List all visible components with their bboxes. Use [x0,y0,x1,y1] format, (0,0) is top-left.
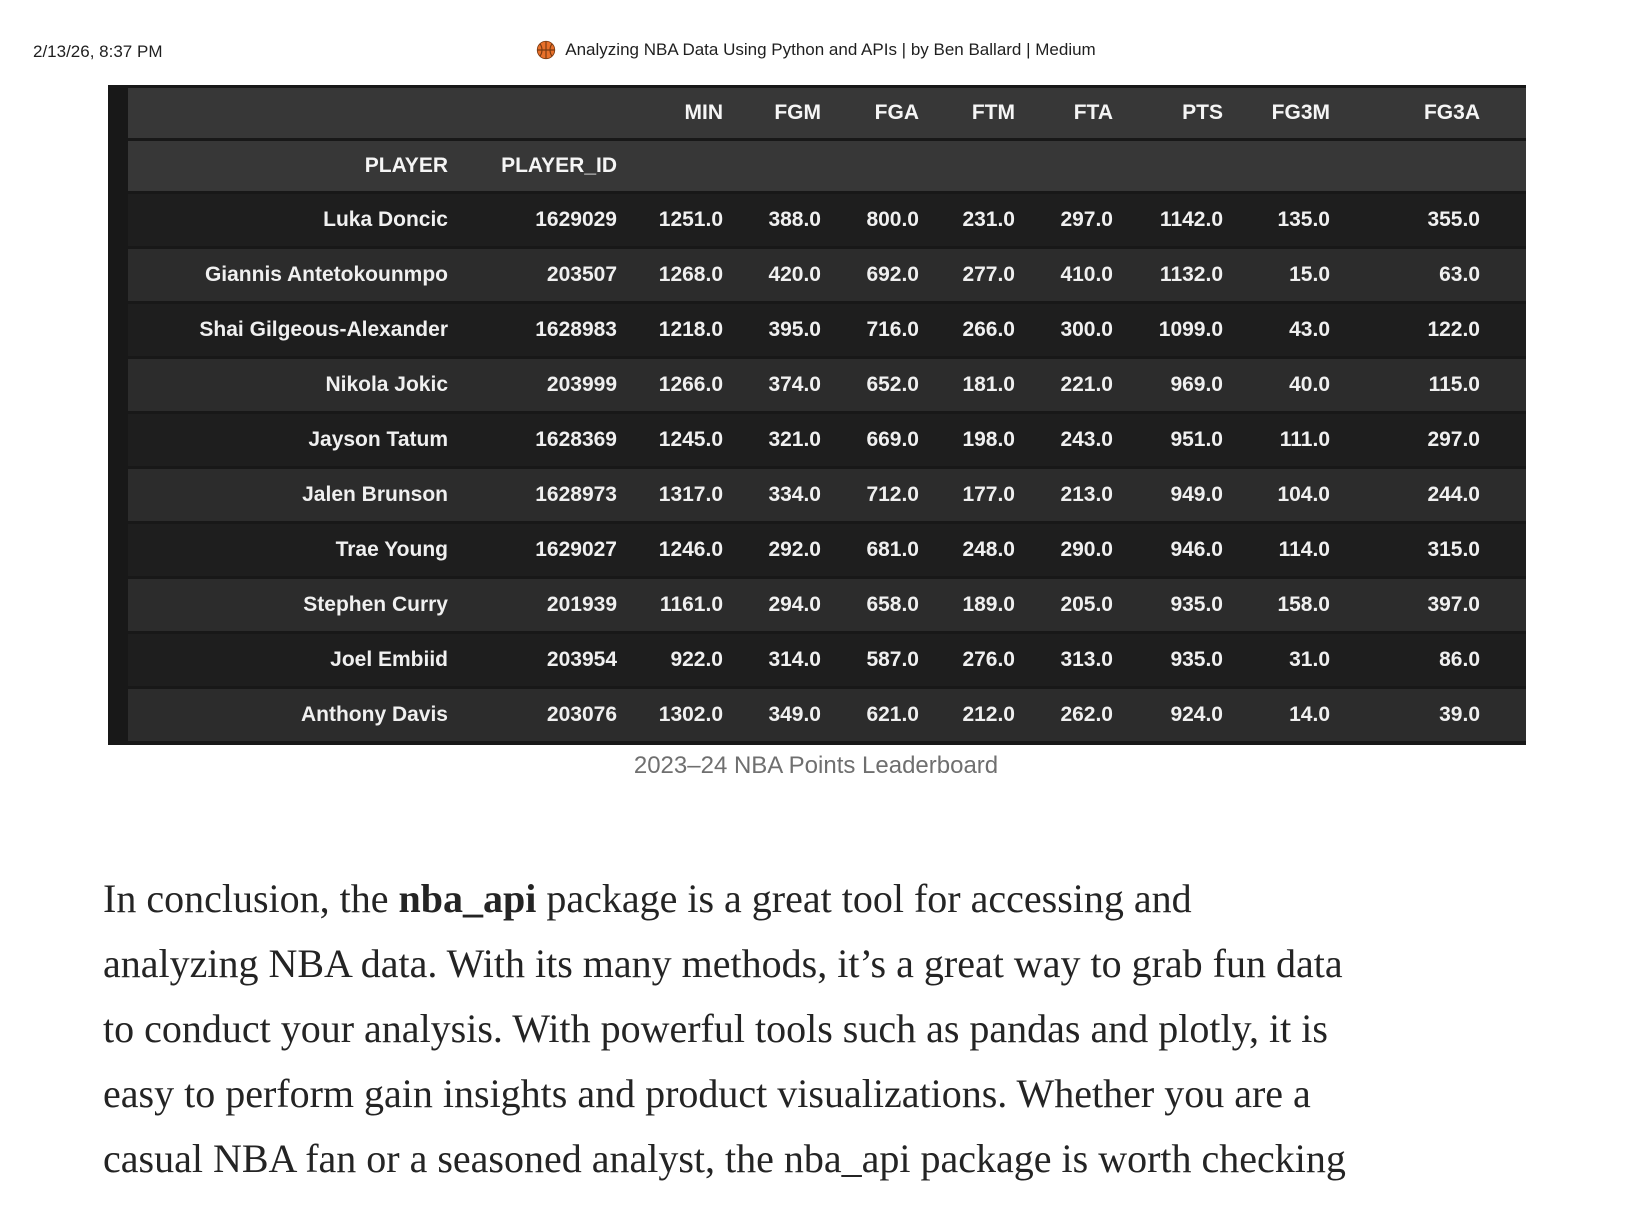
stat-cell: 243.0 [1060,428,1113,451]
stat-cell: 969.0 [1170,373,1223,396]
stats-table-body [128,194,1526,741]
stat-cell: 114.0 [1278,538,1330,561]
stat-cell: 135.0 [1277,208,1330,231]
stat-cell: 1132.0 [1159,263,1223,286]
stat-cell: 935.0 [1170,593,1223,616]
paragraph-line [103,1126,1563,1191]
stat-cell: 1268.0 [658,263,723,286]
stat-cell: 1099.0 [1158,318,1223,341]
stat-cell: 587.0 [866,648,919,671]
stat-cell: 276.0 [962,648,1015,671]
body-text: package is a great tool for accessing and [536,876,1192,921]
stat-cell: 292.0 [768,538,821,561]
player-id-cell: 1628983 [535,318,617,341]
figure-caption: 2023–24 NBA Points Leaderboard [633,752,999,779]
column-header: FG3A [1423,101,1480,124]
table-row [128,579,1526,631]
stat-cell: 231.0 [962,208,1015,231]
stat-cell: 122.0 [1427,318,1480,341]
stat-cell: 397.0 [1427,593,1480,616]
stat-cell: 213.0 [1060,483,1113,506]
stat-cell: 277.0 [962,263,1015,286]
stat-cell: 297.0 [1060,208,1113,231]
stat-cell: 111.0 [1279,428,1330,451]
stat-cell: 266.0 [962,318,1015,341]
stat-cell: 652.0 [866,373,919,396]
header-spacer [128,88,617,138]
stat-cell: 181.0 [962,373,1015,396]
player-name-cell: Giannis Antetokounmpo [204,263,448,286]
player-id-cell: 1628973 [535,483,617,506]
stat-cell: 40.0 [1289,373,1330,396]
stat-cell: 1246.0 [658,538,723,561]
stat-cell: 395.0 [768,318,821,341]
player-name-cell: Stephen Curry [303,593,448,616]
article-paragraph [103,866,1563,1191]
basketball-icon [536,40,556,60]
player-id-cell: 201939 [546,593,617,616]
stat-cell: 294.0 [768,593,821,616]
table-row [128,689,1526,741]
table-row [128,249,1526,301]
player-name-cell: Jalen Brunson [302,483,448,506]
stat-cell: 1161.0 [659,593,723,616]
index-name-player-id: PLAYER_ID [501,154,617,177]
paragraph-line [103,866,1563,931]
stat-cell: 355.0 [1427,208,1480,231]
stat-cell: 669.0 [866,428,919,451]
stat-cell: 658.0 [866,593,919,616]
player-name-cell: Jayson Tatum [308,428,448,451]
stat-cell: 86.0 [1439,648,1480,671]
stat-cell: 1142.0 [1159,208,1223,231]
stat-cell: 115.0 [1428,373,1480,396]
stat-cell: 198.0 [962,428,1015,451]
column-header: MIN [684,101,723,124]
player-id-cell: 1629027 [535,538,617,561]
column-header: FGM [774,101,821,124]
player-name-cell: Nikola Jokic [325,373,448,396]
player-id-cell: 203999 [546,373,617,396]
paragraph-line [103,931,1563,996]
stat-cell: 621.0 [866,703,919,726]
stat-cell: 712.0 [866,483,919,506]
stat-cell: 248.0 [962,538,1015,561]
print-title [0,40,1632,60]
stat-cell: 420.0 [768,263,821,286]
player-id-cell: 203507 [546,263,617,286]
stat-cell: 31.0 [1289,648,1330,671]
index-row-spacer [617,141,1526,191]
stats-table [128,85,1526,744]
stat-cell: 374.0 [768,373,821,396]
bold-text: nba_api [398,876,537,921]
index-name-player: PLAYER [364,154,448,177]
player-id-cell: 203076 [546,703,617,726]
stat-cell: 681.0 [866,538,919,561]
paragraph-line [103,996,1563,1061]
body-text: casual NBA fan or a seasoned analyst, the nba_api package is worth checking [103,1136,1346,1181]
stat-cell: 692.0 [866,263,919,286]
stat-cell: 244.0 [1427,483,1480,506]
stat-cell: 949.0 [1170,483,1223,506]
player-name-cell: Joel Embiid [330,648,448,671]
stat-cell: 922.0 [670,648,723,671]
stat-cell: 43.0 [1289,318,1330,341]
stat-cell: 946.0 [1170,538,1223,561]
stat-cell: 63.0 [1439,263,1480,286]
stat-cell: 15.0 [1289,263,1330,286]
table-row [128,304,1526,356]
column-header-row [128,88,1526,138]
stat-cell: 212.0 [962,703,1015,726]
table-row [128,414,1526,466]
table-row [128,359,1526,411]
print-title-text: Analyzing NBA Data Using Python and APIs | by Ben Ballard | Medium [565,40,1096,59]
stat-cell: 924.0 [1170,703,1223,726]
player-id-cell: 1628369 [535,428,617,451]
stat-cell: 290.0 [1060,538,1113,561]
column-header: PTS [1182,101,1223,124]
stat-cell: 800.0 [866,208,919,231]
stat-cell: 177.0 [962,483,1015,506]
player-name-cell: Anthony Davis [300,703,448,726]
stat-cell: 189.0 [962,593,1015,616]
stat-cell: 297.0 [1427,428,1480,451]
stat-cell: 1317.0 [658,483,723,506]
table-row [128,634,1526,686]
body-text: analyzing NBA data. With its many methods, it’s a great way to grab fun data [103,941,1343,986]
index-name-row [128,141,1526,191]
stat-cell: 221.0 [1060,373,1113,396]
stat-cell: 300.0 [1060,318,1113,341]
column-header: FG3M [1271,101,1330,124]
table-row [128,524,1526,576]
stat-cell: 334.0 [768,483,821,506]
column-header: FGA [874,101,919,124]
stat-cell: 1302.0 [658,703,723,726]
player-id-cell: 203954 [546,648,617,671]
player-id-cell: 1629029 [535,208,617,231]
stat-cell: 1251.0 [658,208,723,231]
dataframe-screenshot [108,85,1526,745]
body-text: In conclusion, the [103,876,399,921]
table-row [128,194,1526,246]
player-name-cell: Shai Gilgeous-Alexander [199,318,448,341]
stat-cell: 158.0 [1277,593,1330,616]
stat-cell: 1245.0 [658,428,723,451]
stat-cell: 205.0 [1060,593,1113,616]
stat-cell: 104.0 [1277,483,1330,506]
stat-cell: 262.0 [1060,703,1113,726]
stat-cell: 314.0 [768,648,821,671]
print-datetime: 2/13/26, 8:37 PM [33,42,163,61]
stat-cell: 716.0 [866,318,919,341]
player-name-cell: Luka Doncic [323,208,448,231]
stat-cell: 39.0 [1439,703,1480,726]
column-header: FTA [1073,101,1113,124]
stat-cell: 935.0 [1170,648,1223,671]
player-name-cell: Trae Young [335,538,448,561]
stat-cell: 315.0 [1427,538,1480,561]
table-row [128,469,1526,521]
body-text: to conduct your analysis. With powerful tools such as pandas and plotly, it is [103,1006,1328,1051]
stat-cell: 1218.0 [658,318,723,341]
body-text: easy to perform gain insights and product visualizations. Whether you are a [103,1071,1311,1116]
stat-cell: 388.0 [768,208,821,231]
stat-cell: 313.0 [1060,648,1113,671]
stat-cell: 321.0 [768,428,821,451]
stat-cell: 410.0 [1060,263,1113,286]
stat-cell: 951.0 [1170,428,1223,451]
stat-cell: 349.0 [768,703,821,726]
paragraph-line [103,1061,1563,1126]
column-header: FTM [971,101,1015,124]
stat-cell: 14.0 [1289,703,1330,726]
stat-cell: 1266.0 [658,373,723,396]
